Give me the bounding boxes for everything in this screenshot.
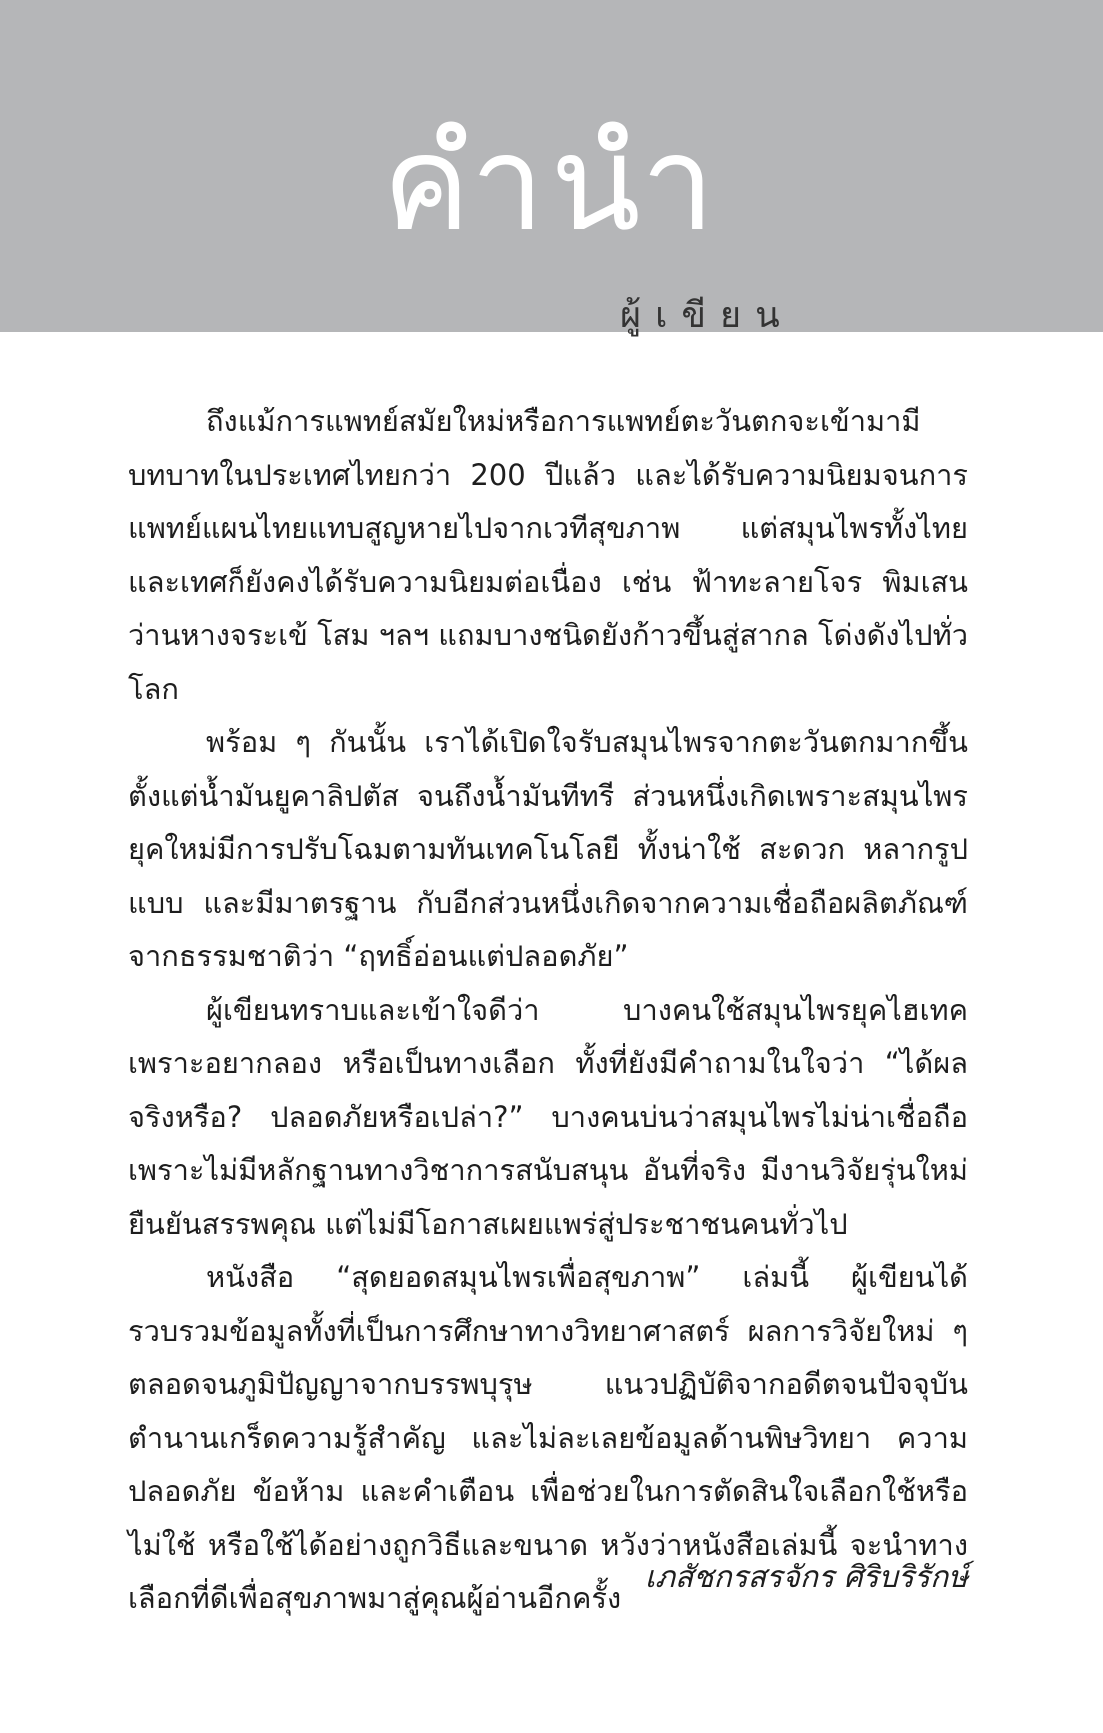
- paragraph-4: หนังสือ “สุดยอดสมุนไพรเพื่อสุขภาพ” เล่มนี้ ผู้เขียนได้รวบรวมข้อมูลทั้งที่เป็นการศึกษาทางวิทยาศาสตร์ ผลการวิจัยใหม่ ๆ ตลอดจนภูมิปัญญาจากบรรพบุรุษ แนวปฏิบัติจากอดีตจนปัจจุบัน ตำนานเกร็ดความรู้สำคัญ และไม่ละเลยข้อมูลด้านพิษวิทยา ความปลอดภัย ข้อห้าม และคำเตือน เพื่อช่วยในการตัดสินใจเลือกใช้หรือไม่ใช้ หรือใช้ได้อย่างถูกวิธีและขนาด หวังว่าหนังสือเล่มนี้ จะนำทางเลือกที่ดีเพื่อสุขภาพมาสู่คุณผู้อ่านอีกครั้ง: [128, 1260, 968, 1615]
- page-title: คำนำ: [382, 107, 721, 261]
- paragraph-3: ผู้เขียนทราบและเข้าใจดีว่า บางคนใช้สมุนไพรยุคไฮเทคเพราะอยากลอง หรือเป็นทางเลือก ทั้งที่ยังมีคำถามในใจว่า “ได้ผลจริงหรือ? ปลอดภัยหรือเปล่า?” บางคนบ่นว่าสมุนไพรไม่น่าเชื่อถือ เพราะไม่มีหลักฐานทางวิชาการสนับสนุน อันที่จริง มีงานวิจัยรุ่นใหม่ยืนยันสรรพคุณ แต่ไม่มีโอกาสเผยแพร่สู่ประชาชนคนทั่วไป: [128, 992, 968, 1241]
- paragraph-1: ถึงแม้การแพทย์สมัยใหม่หรือการแพทย์ตะวันตกจะเข้ามามีบทบาทในประเทศไทยกว่า 200 ปีแล้ว และได้รับความนิยมจนการแพทย์แผนไทยแทบสูญหายไปจากเวทีสุขภาพ แต่สมุนไพรทั้งไทยและเทศก็ยังคงได้รับความนิยมต่อเนื่อง เช่น ฟ้าทะลายโจร พิมเสน ว่านหางจระเข้ โสม ฯลฯ แถมบางชนิดยังก้าวขึ้นสู่สากล โด่งดังไปทั่วโลก: [128, 404, 968, 706]
- author-signature: เภสัชกรสรจักร ศิริบริรักษ์: [644, 1560, 968, 1595]
- preface-body: [128, 395, 968, 1626]
- header-band: [0, 0, 1103, 336]
- author-label: ผู้เขียน: [620, 295, 794, 336]
- paragraph-2: พร้อม ๆ กันนั้น เราได้เปิดใจรับสมุนไพรจากตะวันตกมากขึ้น ตั้งแต่น้ำมันยูคาลิปตัส จนถึงน้ำมันทีทรี ส่วนหนึ่งเกิดเพราะสมุนไพรยุคใหม่มีการปรับโฉมตามทันเทคโนโลยี ทั้งน่าใช้ สะดวก หลากรูปแบบ และมีมาตรฐาน กับอีกส่วนหนึ่งเกิดจากความเชื่อถือผลิตภัณฑ์จากธรรมชาติว่า “ฤทธิ์อ่อนแต่ปลอดภัย”: [128, 725, 968, 973]
